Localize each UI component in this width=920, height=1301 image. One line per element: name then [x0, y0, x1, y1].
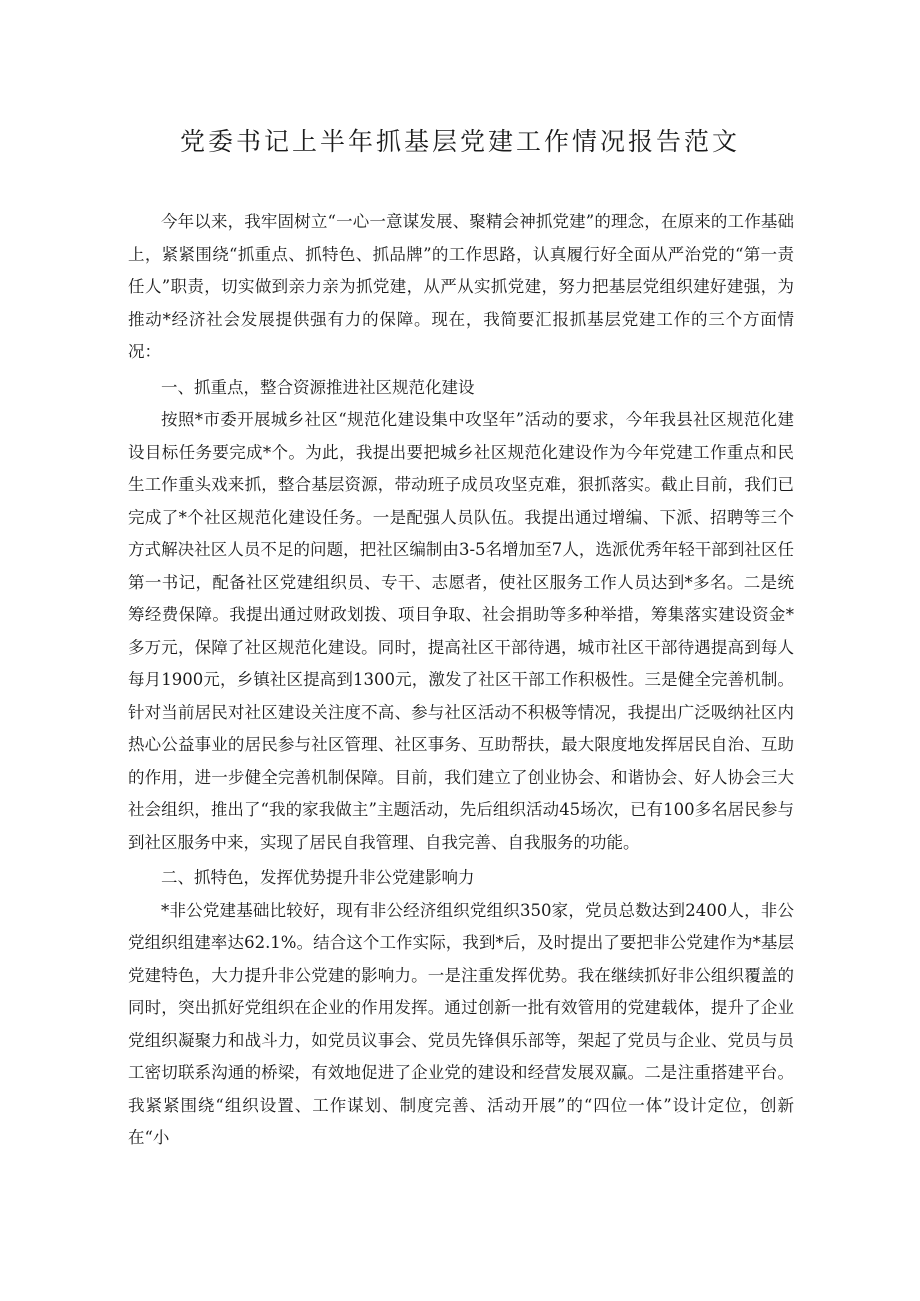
document-body — [128, 206, 794, 1155]
document-title: 党委书记上半年抓基层党建工作情况报告范文 — [179, 127, 740, 156]
section-1-paragraph: 按照*市委开展城乡社区“规范化建设集中攻坚年”活动的要求，今年我县社区规范化建设目标任务要完成*个。为此，我提出要把城乡社区规范化建设作为今年党建工作重点和民生工作重头戏来抓，整合基层资源，带动班子成员攻坚克难，狠抓落实。截止目前，我们已完成了*个社区规范化建设任务。一是配强人员队伍。我提出通过增编、下派、招聘等三个方式解决社区人员不足的问题，把社区编制由3-5名增加至7人，选派优秀年轻干部到社区任第一书记，配备社区党建组织员、专干、志愿者，使社区服务工作人员达到*多名。二是统筹经费保障。我提出通过财政划拨、项目争取、社会捐助等多种举措，筹集落实建设资金*多万元，保障了社区规范化建设。同时，提高社区干部待遇，城市社区干部待遇提高到每人每月1900元，乡镇社区提高到1300元，激发了社区干部工作积极性。三是健全完善机制。针对当前居民对社区建设关注度不高、参与社区活动不积极等情况，我提出广泛吸纳社区内热心公益事业的居民参与社区管理、社区事务、互助帮扶，最大限度地发挥居民自治、互助的作用，进一步健全完善机制保障。目前，我们建立了创业协会、和谐协会、好人协会三大社会组织，推出了“我的家我做主”主题活动，先后组织活动45场次，已有100多名居民参与到社区服务中来，实现了居民自我管理、自我完善、自我服务的功能。 — [128, 410, 794, 852]
intro-paragraph: 今年以来，我牢固树立“一心一意谋发展、聚精会神抓党建”的理念，在原来的工作基础上，紧紧围绕“抓重点、抓特色、抓品牌”的工作思路，认真履行好全面从严治党的“第一责任人”职责，切实做到亲力亲为抓党建，从严从实抓党建，努力把基层党组织建好建强，为推动*经济社会发展提供强有力的保障。现在，我简要汇报抓基层党建工作的三个方面情况： — [128, 212, 794, 361]
section-heading-2: 二、抓特色，发挥优势提升非公党建影响力 — [161, 868, 475, 887]
section-heading-1: 一、抓重点，整合资源推进社区规范化建设 — [161, 377, 475, 397]
section-2-paragraph: *非公党建基础比较好，现有非公经济组织党组织350家，党员总数达到2400人，非公党组织组建率达62.1%。结合这个工作实际，我到*后，及时提出了要把非公党建作为*基层党建特色，大力提升非公党建的影响力。一是注重发挥优势。我在继续抓好非公组织覆盖的同时，突出抓好党组织在企业的作用发挥。通过创新一批有效管用的党建载体，提升了企业党组织凝聚力和战斗力，如党员议事会、党员先锋俱乐部等，架起了党员与企业、党员与员工密切联系沟通的桥梁，有效地促进了企业党的建设和经营发展双赢。二是注重搭建平台。我紧紧围绕“组织设置、工作谋划、制度完善、活动开展”的“四位一体”设计定位，创新在“小 — [128, 900, 794, 1147]
